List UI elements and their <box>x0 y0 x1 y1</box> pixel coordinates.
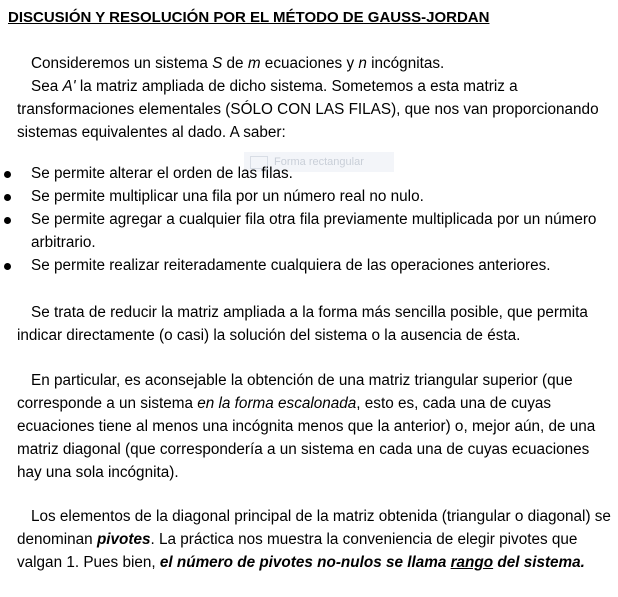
rank-definition: el número de pivotes no-nulos se llama <box>159 554 451 571</box>
var-m: m <box>247 55 261 72</box>
triangular-paragraph <box>17 369 611 484</box>
bullet-text: Se permite multiplicar una fila por un número real no nulo. <box>31 188 424 205</box>
bullet-text: Se permite agregar a cualquier fila otra fila previamente multiplicada por un número arbitrario. <box>31 211 597 251</box>
operations-list <box>0 162 610 277</box>
var-n: n <box>358 55 367 72</box>
intro-paragraph <box>17 52 611 144</box>
list-item <box>0 254 610 277</box>
bullet-text: Se permite realizar reiteradamente cualquiera de las operaciones anteriores. <box>31 257 551 274</box>
rank-definition-end: del sistema. <box>493 554 585 571</box>
watermark-label: Forma rectangular <box>274 156 364 168</box>
bullet-icon <box>4 263 11 270</box>
pivots-text-1: Los elementos de la diagonal principal de la matriz obtenida (triangular o diagonal) se denominan <box>17 508 611 548</box>
page-title: DISCUSIÓN Y RESOLUCIÓN POR EL MÉTODO DE GAUSS-JORDAN <box>8 9 490 26</box>
pivots-text-2: . La práctica nos muestra la conveniencia de elegir pivotes que valgan 1. Pues bien, <box>17 531 578 571</box>
list-item <box>0 208 610 254</box>
intro-text-5: Sea <box>31 78 63 95</box>
matrix-a-prime: A' <box>62 78 76 95</box>
reduction-text: Se trata de reducir la matriz ampliada a la forma más sencilla posible, que permita indicar directamente (o casi) la solución del sistema o la ausencia de ésta. <box>17 304 588 344</box>
intro-text-3: ecuaciones y <box>260 55 359 72</box>
list-item <box>0 162 610 185</box>
intro-text-6: la matriz ampliada de dicho sistema. Sometemos a esta matriz a transformaciones elementales (SÓLO CON LAS FILAS), que nos van proporcionando sistemas equivalentes al dado. A saber: <box>17 78 599 141</box>
var-s: S <box>212 55 223 72</box>
bullet-icon <box>4 171 11 178</box>
intro-text-4: incógnitas. <box>366 55 445 72</box>
bullet-icon <box>4 194 11 201</box>
pivots-paragraph <box>17 505 611 574</box>
intro-text-2: de <box>222 55 248 72</box>
reduction-paragraph <box>17 301 611 347</box>
intro-text-1: Consideremos un sistema <box>31 55 213 72</box>
triangular-text-2: , esto es, cada una de cuyas ecuaciones tiene al menos una incógnita menos que la anterior) o, mejor aún, de una matriz diagonal (que correspondería a un sistema en cada una de cuyas ecuaciones hay una sola incógnita). <box>17 395 596 481</box>
triangular-text-1: En particular, es aconsejable la obtención de una matriz triangular superior (que corresponde a un sistema <box>17 372 573 412</box>
pivotes-term: pivotes <box>96 531 151 548</box>
list-item <box>0 185 610 208</box>
rango-term: rango <box>450 554 494 571</box>
echelon-form-emphasis: en la forma escalonada <box>197 395 357 412</box>
bullet-icon <box>4 217 11 224</box>
bullet-text: Se permite alterar el orden de las filas. <box>31 165 293 182</box>
